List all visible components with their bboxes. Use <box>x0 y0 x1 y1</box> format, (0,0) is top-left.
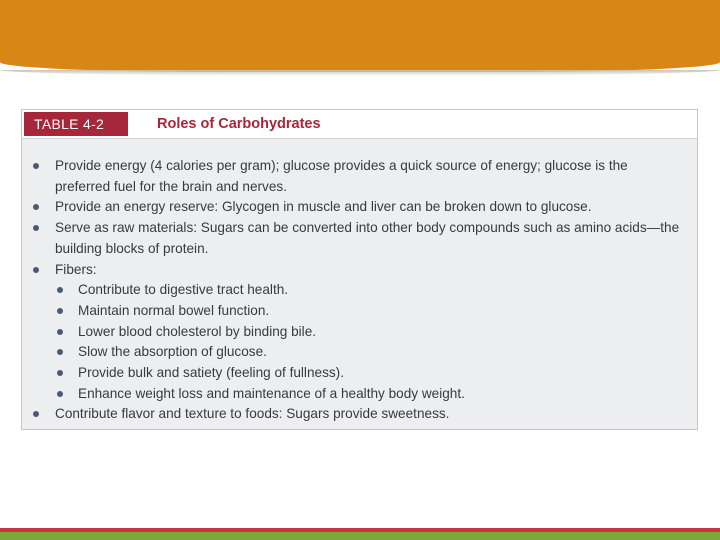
sub-list-item <box>22 342 697 363</box>
list-item-text: Provide energy (4 calories per gram); glucose provides a quick source of energy; glucose is the preferred fuel for the brain and nerves. <box>55 158 628 194</box>
sub-list-item-text: Enhance weight loss and maintenance of a healthy body weight. <box>78 385 465 401</box>
list-item <box>22 404 697 425</box>
sub-list-item-text: Provide bulk and satiety (feeling of fullness). <box>78 365 344 381</box>
roles-list <box>22 156 697 425</box>
table-title: Roles of Carbohydrates <box>157 116 321 132</box>
sub-list-item-text: Contribute to digestive tract health. <box>78 282 289 298</box>
list-item <box>22 218 697 259</box>
list-item-text: Fibers: <box>55 261 97 277</box>
sub-list-item-text: Slow the absorption of glucose. <box>78 344 267 360</box>
list-item <box>22 156 697 197</box>
bullet-icon <box>57 308 63 314</box>
bullet-icon <box>33 267 39 273</box>
sub-list-item <box>22 322 697 343</box>
table-number-tag: TABLE 4-2 <box>24 112 128 136</box>
table-panel <box>21 109 698 430</box>
bullet-icon <box>57 329 63 335</box>
sub-list-item <box>22 363 697 384</box>
list-item-text: Provide an energy reserve: Glycogen in muscle and liver can be broken down to glucose. <box>55 199 592 215</box>
list-item <box>22 197 697 218</box>
header-band <box>0 0 720 72</box>
list-item <box>22 260 697 281</box>
bullet-icon <box>33 163 39 169</box>
bullet-icon <box>57 349 63 355</box>
bullet-icon <box>33 411 39 417</box>
sub-list-item <box>22 280 697 301</box>
list-item-text: Serve as raw materials: Sugars can be converted into other body compounds such as amino acids—the building blocks of protein. <box>55 220 680 256</box>
bullet-icon <box>33 225 39 231</box>
sub-list-item <box>22 384 697 405</box>
bullet-icon <box>57 287 63 293</box>
sub-list-item-text: Maintain normal bowel function. <box>78 302 270 318</box>
bullet-icon <box>33 204 39 210</box>
bullet-icon <box>57 391 63 397</box>
sub-list-item <box>22 301 697 322</box>
list-item-text: Contribute flavor and texture to foods: Sugars provide sweetness. <box>55 406 450 422</box>
footer-green-stripe <box>0 532 720 540</box>
header-band-shadow <box>0 70 720 76</box>
table-header <box>22 110 697 139</box>
sub-list-item-text: Lower blood cholesterol by binding bile. <box>78 323 317 339</box>
bullet-icon <box>57 370 63 376</box>
